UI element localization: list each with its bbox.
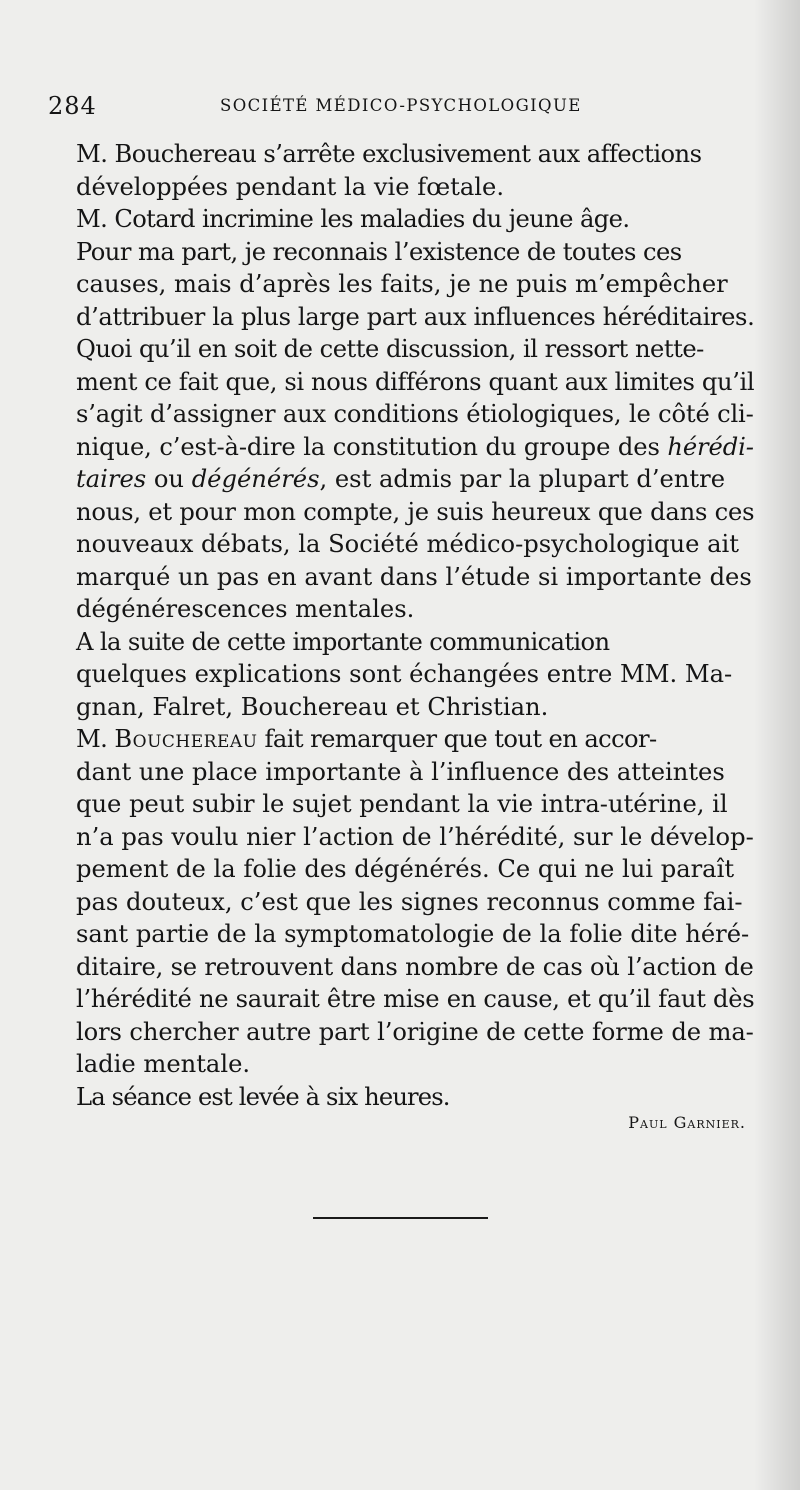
text-line	[48, 691, 754, 724]
text-line	[48, 333, 754, 366]
text-run: développées pendant la vie fœtale.	[76, 172, 505, 201]
body-text	[48, 138, 754, 1113]
paragraph	[48, 203, 754, 236]
text-run: , est admis par la plupart d’entre	[319, 465, 726, 493]
text-run: nouveaux débats, la Société médico-psychologique ait	[76, 530, 739, 558]
text-run: l’hérédité ne saurait être mise en cause, et qu’il faut dès	[76, 985, 755, 1013]
text-line	[48, 626, 754, 659]
text-run: marqué un pas en avant dans l’étude si importante des	[76, 562, 752, 591]
running-head: SOCIÉTÉ MÉDICO-PSYCHOLOGIQUE	[220, 96, 582, 115]
text-run: dégénérescences mentales.	[76, 595, 415, 623]
text-run: ditaire, se retrouvent dans nombre de cas où l’action de	[76, 952, 754, 981]
text-line	[48, 398, 754, 431]
text-line	[48, 366, 754, 399]
text-line	[48, 788, 754, 821]
paragraph	[48, 723, 754, 1081]
italic-text: taires	[76, 465, 147, 493]
paragraph	[48, 1081, 754, 1114]
text-line	[48, 561, 754, 594]
text-line	[48, 886, 754, 919]
text-line	[48, 236, 754, 269]
text-run: pement de la folie des dégénérés. Ce qui ne lui paraît	[76, 855, 735, 883]
page-number: 284	[48, 92, 97, 120]
text-line	[48, 463, 754, 496]
italic-text: hérédi-	[667, 432, 754, 461]
text-run: dant une place importante à l’influence des atteintes	[76, 757, 725, 786]
text-run: Pour ma part, je reconnais l’existence de toutes ces	[76, 237, 682, 266]
text-line	[48, 268, 754, 301]
text-run: quelques explications sont échangées entre MM. Ma-	[76, 660, 733, 688]
text-run: que peut subir le sujet pendant la vie intra-utérine, il	[76, 790, 728, 818]
small-caps-text: Bouchereau	[114, 725, 258, 753]
text-run: La séance est levée à six heures.	[76, 1082, 450, 1111]
page-header	[48, 92, 754, 128]
text-run: n’a pas voulu nier l’action de l’hérédité, sur le dévelop-	[76, 822, 754, 851]
paragraph	[48, 138, 754, 203]
text-line	[48, 1081, 754, 1114]
text-run: ou	[146, 465, 192, 493]
text-run: ladie mentale.	[76, 1050, 251, 1078]
text-line	[48, 918, 754, 951]
text-line	[48, 853, 754, 886]
text-run: nique, c’est-à-dire la constitution du groupe des	[76, 432, 668, 461]
text-run: causes, mais d’après les faits, je ne puis m’empêcher	[76, 270, 728, 298]
text-run: M.	[76, 725, 115, 753]
text-run: gnan, Falret, Bouchereau et Christian.	[76, 692, 549, 721]
text-line	[48, 1048, 754, 1081]
text-line	[48, 496, 754, 529]
text-run: d’attribuer la plus large part aux influences héréditaires.	[76, 302, 755, 331]
paragraph	[48, 333, 754, 626]
text-run: nous, et pour mon compte, je suis heureux que dans ces	[76, 497, 755, 526]
paragraph	[48, 626, 754, 724]
text-line	[48, 593, 754, 626]
text-run: lors chercher autre part l’origine de cette forme de ma-	[76, 1017, 754, 1046]
page-edge-shadow	[754, 0, 800, 1490]
paragraph	[48, 236, 754, 334]
text-line	[48, 301, 754, 334]
text-line	[48, 528, 754, 561]
text-run: sant partie de la symptomatologie de la folie dite héré-	[76, 920, 750, 948]
text-line	[48, 821, 754, 854]
text-line	[48, 203, 754, 236]
text-run: pas douteux, c’est que les signes reconnus comme fai-	[76, 887, 743, 916]
book-page	[48, 92, 754, 1132]
text-line	[48, 723, 754, 756]
text-line	[48, 756, 754, 789]
signature: Paul Garnier.	[628, 1113, 746, 1132]
section-end-rule	[313, 1217, 488, 1219]
text-line	[48, 431, 754, 464]
text-line	[48, 138, 754, 171]
text-run: M. Bouchereau s’arrête exclusivement aux affections	[76, 140, 702, 168]
text-run: A la suite de cette importante communication	[76, 627, 610, 656]
text-run: s’agit d’assigner aux conditions étiologiques, le côté cli-	[76, 400, 754, 428]
text-line	[48, 1016, 754, 1049]
italic-text: dégénérés	[191, 465, 320, 493]
text-run: ment ce fait que, si nous différons quant aux limites qu’il	[76, 367, 755, 396]
text-line	[48, 658, 754, 691]
text-run: Quoi qu’il en soit de cette discussion, il ressort nette-	[76, 335, 704, 363]
text-line	[48, 983, 754, 1016]
text-line	[48, 951, 754, 984]
text-run: M. Cotard incrimine les maladies du jeune âge.	[76, 205, 630, 233]
text-run: fait remarquer que tout en accor-	[257, 725, 657, 753]
text-line	[48, 171, 754, 204]
